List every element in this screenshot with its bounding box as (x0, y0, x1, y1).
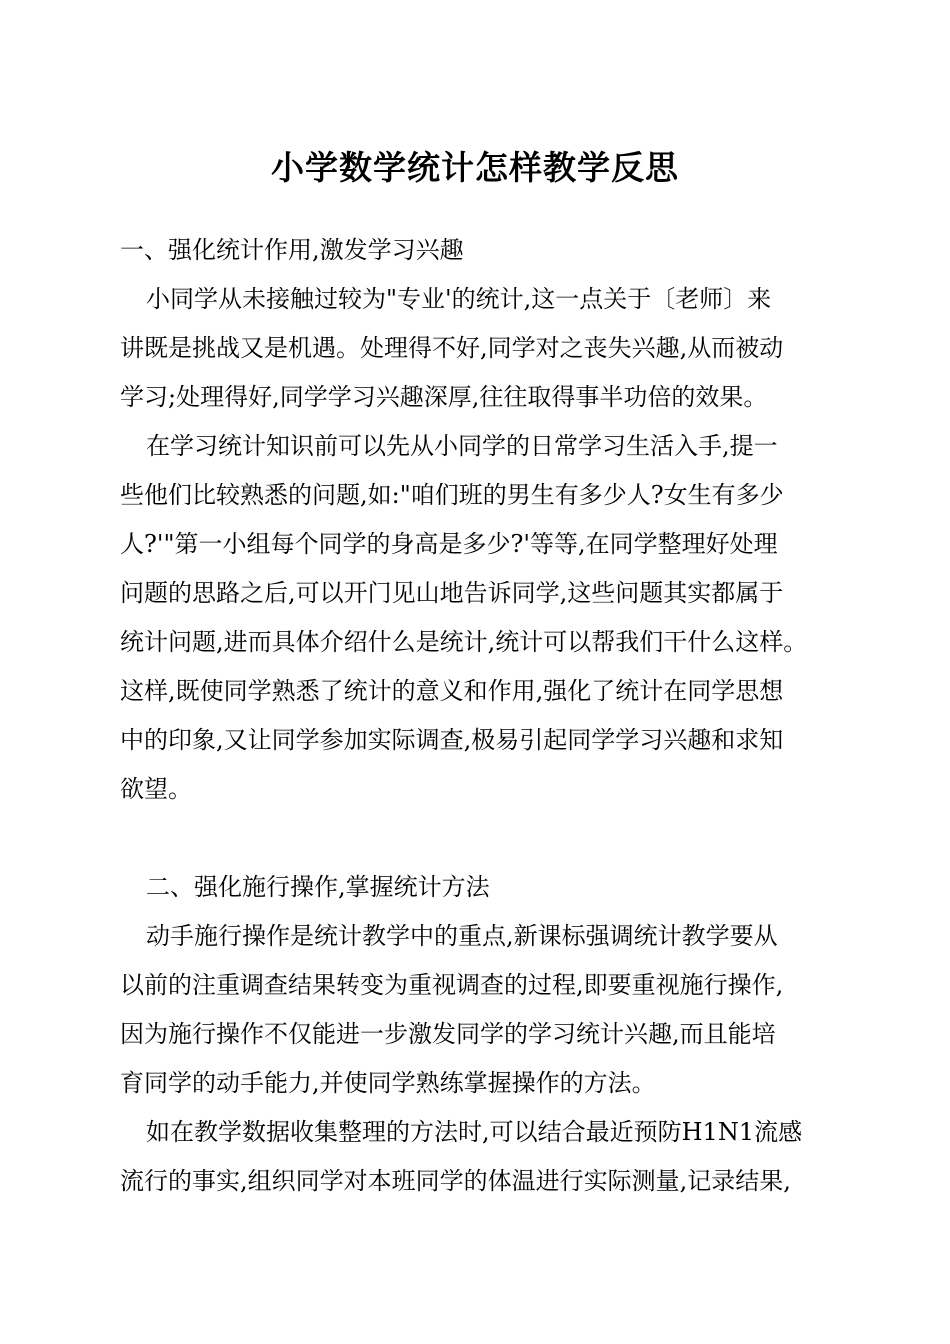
section-spacer (120, 814, 836, 863)
section-heading-1: 一、强化统计作用,激发学习兴趣 (120, 236, 464, 264)
paragraph-line: 中的印象,又让同学参加实际调查,极易引起同学学习兴趣和求知 (120, 726, 784, 754)
paragraph-line: 以前的注重调查结果转变为重视调查的过程,即要重视施行操作, (120, 971, 784, 999)
paragraph-line: 流行的事实,组织同学对本班同学的体温进行实际测量,记录结果, (120, 1167, 791, 1195)
page-title: 小学数学统计怎样教学反思 (271, 148, 679, 187)
paragraph-line: 在学习统计知识前可以先从小同学的日常学习生活入手,提一 (146, 432, 778, 460)
paragraph-line: 统计问题,进而具体介绍什么是统计,统计可以帮我们干什么这样。 (120, 628, 808, 656)
paragraph-line: 些他们比较熟悉的问题,如:"咱们班的男生有多少人?女生有多少 (120, 481, 784, 509)
paragraph-line: 人?'"第一小组每个同学的身高是多少?'等等,在同学整理好处理 (120, 530, 778, 558)
paragraph-line: 学习;处理得好,同学学习兴趣深厚,往往取得事半功倍的效果。 (120, 383, 768, 411)
paragraph-line: 欲望。 (120, 775, 192, 803)
paragraph-line: 这样,既使同学熟悉了统计的意义和作用,强化了统计在同学思想 (120, 677, 784, 705)
paragraph-line: 如在教学数据收集整理的方法时,可以结合最近预防H1N1流感 (146, 1118, 803, 1146)
section-heading-2: 二、强化施行操作,掌握统计方法 (146, 873, 490, 901)
paragraph-line: 问题的思路之后,可以开门见山地告诉同学,这些问题其实都属于 (120, 579, 784, 607)
paragraph-line: 因为施行操作不仅能进一步激发同学的学习统计兴趣,而且能培 (120, 1020, 776, 1048)
paragraph-line: 育同学的动手能力,并使同学熟练掌握操作的方法。 (120, 1069, 656, 1097)
paragraph-line: 讲既是挑战又是机遇。处理得不好,同学对之丧失兴趣,从而被动 (120, 334, 784, 362)
document-body (120, 226, 836, 1206)
paragraph-line: 动手施行操作是统计教学中的重点,新课标强调统计教学要从 (146, 922, 778, 950)
paragraph-line: 小同学从未接触过较为"专业'的统计,这一点关于〔老师〕来 (146, 285, 772, 313)
